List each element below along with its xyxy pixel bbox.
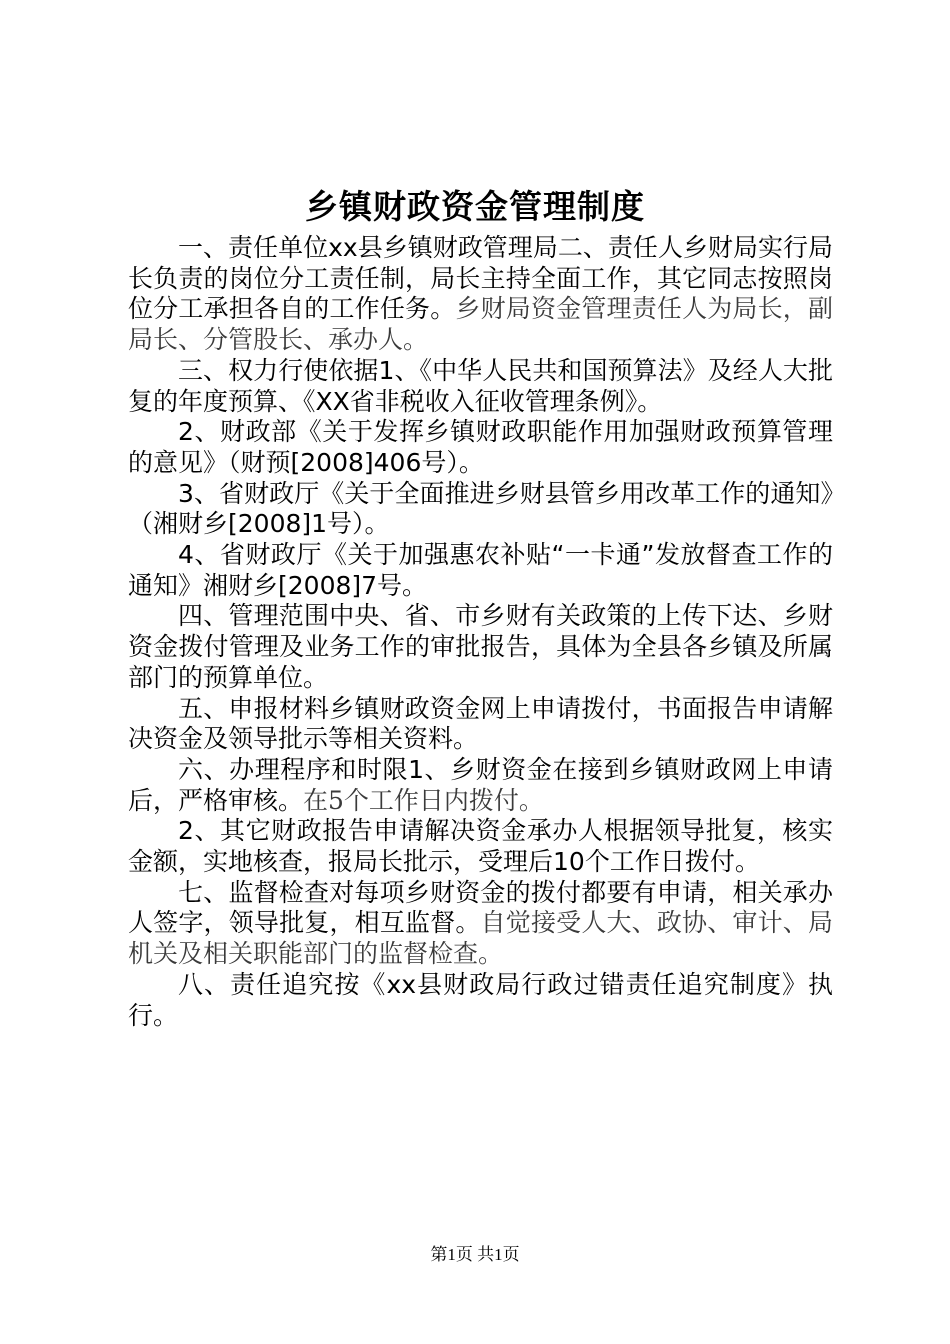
paragraph-8 xyxy=(128,755,833,816)
paragraph-1 xyxy=(128,233,833,356)
paragraph-7 xyxy=(128,694,833,755)
paragraph-11 xyxy=(128,970,833,1031)
paragraph-9-main: 2、其它财政报告申请解决资金承办人根据领导批复，核实金额，实地核查，报局长批示，受理后10个工作日拨付。 xyxy=(128,816,833,877)
document-body xyxy=(128,233,833,1031)
paragraph-2 xyxy=(128,356,833,417)
paragraph-1-tail: 乡财局资金管理责任人为局长，副局长、分管股长、承办人。 xyxy=(128,294,833,355)
paragraph-8-tail: 在5个工作日内拨付。 xyxy=(303,785,544,815)
paragraph-10-main: 七、监督检查对每项乡财资金的拨付都要有申请，相关承办人签字，领导批复，相互监督。 xyxy=(128,877,833,938)
paragraph-1-main: 一、责任单位xx县乡镇财政管理局二、责任人乡财局实行局长负责的岗位分工责任制，局长主持全面工作，其它同志按照岗位分工承担各自的工作任务。 xyxy=(128,233,833,324)
paragraph-5-main: 4、省财政厅《关于加强惠农补贴“一卡通”发放督查工作的通知》湘财乡[2008]7号。 xyxy=(128,540,833,600)
paragraph-3-main: 2、财政部《关于发挥乡镇财政职能作用加强财政预算管理的意见》（财预[2008]406号）。 xyxy=(128,417,833,477)
paragraph-11-main: 八、责任追究按《xx县财政局行政过错责任追究制度》执行。 xyxy=(128,969,833,1030)
paragraph-7-main: 五、申报材料乡镇财政资金网上申请拨付，书面报告申请解决资金及领导批示等相关资料。 xyxy=(128,693,833,754)
paragraph-10 xyxy=(128,878,833,970)
paragraph-9 xyxy=(128,816,833,877)
paragraph-8-main: 六、办理程序和时限1、乡财资金在接到乡镇财政网上申请后，严格审核。 xyxy=(128,754,833,815)
paragraph-6 xyxy=(128,601,833,693)
paragraph-4-main: 3、省财政厅《关于全面推进乡财县管乡用改革工作的通知》（湘财乡[2008]1号）。 xyxy=(128,478,833,539)
paragraph-2-main: 三、权力行使依据1、《中华人民共和国预算法》及经人大批复的年度预算、《XX省非税收入征收管理条例》。 xyxy=(128,355,833,416)
paragraph-10-tail: 自觉接受人大、政协、审计、局机关及相关职能部门的监督检查。 xyxy=(128,908,833,969)
document-title: 乡镇财政资金管理制度 xyxy=(305,187,645,226)
paragraph-6-main: 四、管理范围中央、省、市乡财有关政策的上传下达、乡财资金拨付管理及业务工作的审批报告，具体为全县各乡镇及所属部门的预算单位。 xyxy=(128,601,833,692)
paragraph-5 xyxy=(128,540,833,601)
paragraph-4 xyxy=(128,479,833,540)
paragraph-3 xyxy=(128,417,833,478)
page-footer: 第1页 共1页 xyxy=(430,1245,520,1264)
